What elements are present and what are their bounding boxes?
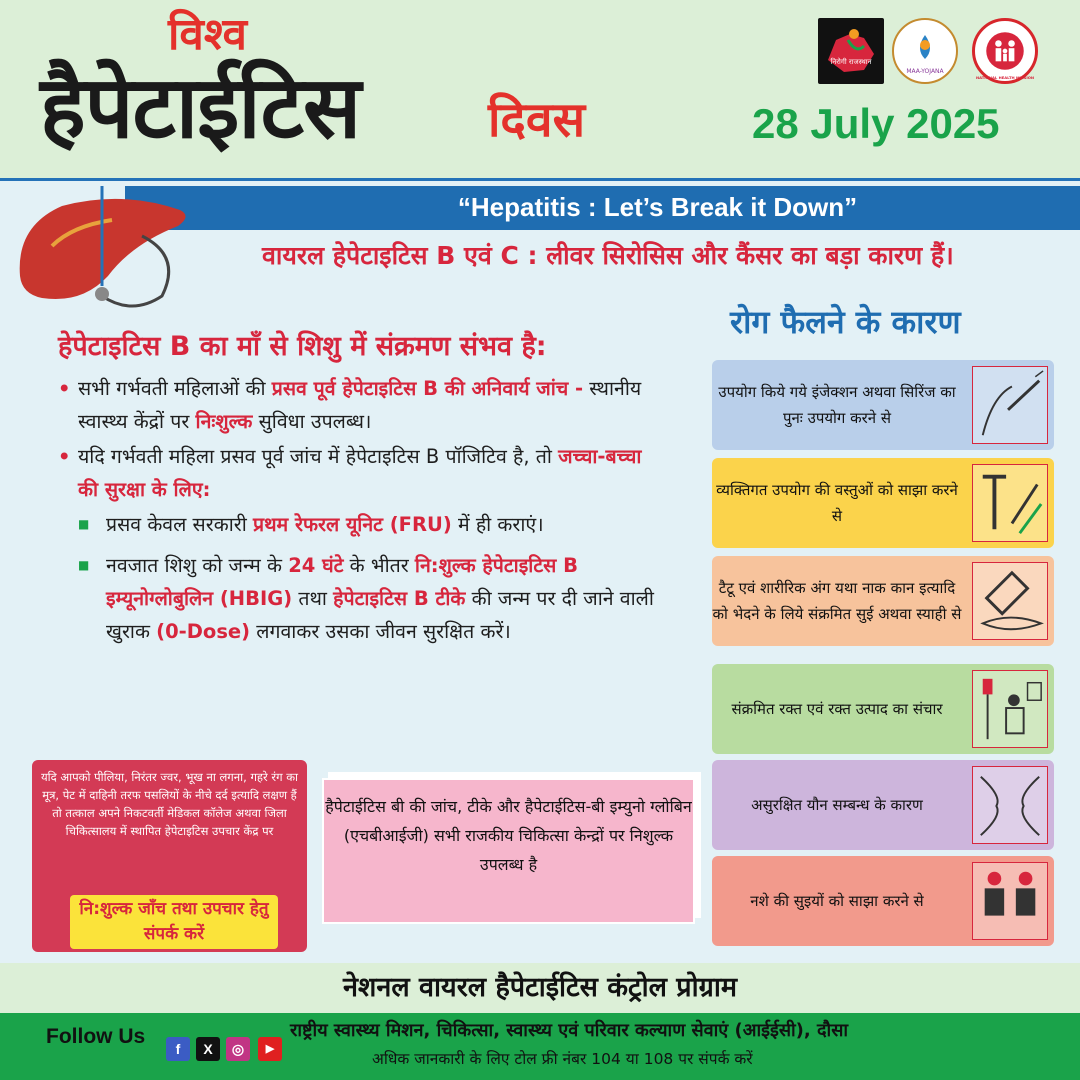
program-name: नेशनल वायरल हैपेटाईटिस कंट्रोल प्रोग्राम [0,963,1080,1013]
tattoo-machine-icon [972,562,1048,640]
two-faces-icon [972,766,1048,844]
national-health-mission-logo [972,18,1038,84]
cause-text: टैटू एवं शारीरिक अंग यथा नाक कान इत्यादि को भेदने के लिये संक्रमित सुई अथवा स्याही से [712,579,962,623]
razor-toothbrush-icon [972,464,1048,542]
symptom-alert-text: यदि आपको पीलिया, निरंतर ज्वर, भूख ना लगना, गहरे रंग का मूत्र, पेट में दाहिनी तरफ पसलियों के नीचे दर्द इत्यादि लक्षण हैं तो तत्काल अपने निकटवर्ती मेडिकल कॉलेज अथवा जिला चिकित्सालय में स्थापित हेपेटाइटिस उपचार केंद्र पर [40,770,299,838]
theme-banner [125,186,1080,230]
text-part: निःशुल्क [195,410,253,433]
mother-child-icon [895,21,955,81]
logo1-text: निरोगी राजस्थान [830,58,872,66]
mother-child-transmission-heading: हेपेटाइटिस B का माँ से शिशु में संक्रमण संभव है: [58,331,547,362]
liver-stethoscope-icon [12,186,194,316]
text-part: सभी गर्भवती महिलाओं की [78,377,272,400]
cause-text: नशे की सुइयों को साझा करने से [750,892,924,910]
cause-card [712,856,1054,946]
cause-card [712,556,1054,646]
text-part: सुविधा उपलब्ध। [252,410,372,433]
footer-helpline-line: अधिक जानकारी के लिए टोल फ्री नंबर 104 या 108 पर संपर्क करें [372,1050,753,1068]
page-title: हैपेटाईटिस [40,58,361,158]
instagram-icon[interactable]: ◎ [226,1037,250,1061]
syringe-icon [972,366,1048,444]
family-icon [975,19,1035,83]
transmission-bullets [56,372,656,648]
list-item [56,372,656,438]
free-services-info-box: हैपेटाईटिस बी की जांच, टीके और हैपेटाईटिस-बी इम्युनो ग्लोबिन (एचबीआईजी) सभी राजकीय चिकित्सा केन्द्रों पर निशुल्क उपलब्ध है [322,778,695,924]
blood-transfusion-icon [972,670,1048,748]
rajasthan-map-icon [820,20,882,82]
text-part: की जन्म पर दी जाने वाली खुराक [106,587,654,643]
text-part: तथा [292,587,334,610]
text-part: नवजात शिशु को जन्म के [106,554,289,577]
logo2-text: MAA-YOJANA [906,68,944,75]
youtube-icon[interactable]: ▶ [258,1037,282,1061]
text-part: के भीतर [343,554,415,577]
header [0,0,1080,178]
title-diwas: दिवस [488,92,586,148]
theme-text: “Hepatitis : Let’s Break it Down” [457,192,858,222]
event-date: 28 July 2025 [752,100,1000,147]
footer-department-line: राष्ट्रीय स्वास्थ्य मिशन, चिकित्सा, स्वास्थ्य एवं परिवार कल्याण सेवाएं (आईईसी), दौसा [290,1020,849,1041]
text-part: (0-Dose) [156,620,251,643]
cause-text: व्यक्तिगत उपयोग की वस्तुओं को साझा करने से [716,481,958,525]
cause-text: उपयोग किये गये इंजेक्शन अथवा सिरिंज का पुनः उपयोग करने से [718,383,956,427]
text-part: हेपेटाइटिस B टीके [333,587,466,610]
text-part: में ही कराएं। [451,513,544,536]
viral-hepatitis-subheading: वायरल हेपेटाइटिस B एवं C : लीवर सिरोसिस और कैंसर का बड़ा कारण हैं। [262,241,954,270]
text-part: प्रथम रेफरल यूनिट (FRU) [252,513,452,536]
text-part: 24 घंटे [288,554,344,577]
text-part: यदि गर्भवती महिला प्रसव पूर्व जांच में हेपेटाइटिस B पॉजिटिव है, तो [78,445,559,468]
sub-list-item [56,549,656,648]
text-part: नि:शुल्क हेपेटाइटिस B इम्यूनोग्लोबुलिन (HBIG) [106,554,578,610]
logo3-text: NATIONAL HEALTH MISSION [975,76,1035,81]
x-twitter-icon[interactable]: X [196,1037,220,1061]
text-part: प्रसव पूर्व हेपेटाइटिस B की अनिवार्य जांच - [271,377,584,400]
list-item [56,440,656,506]
sub-list-item [56,508,656,541]
facebook-icon[interactable]: f [166,1037,190,1061]
text-part: जच्चा-बच्चा की सुरक्षा के लिए: [78,445,642,501]
maa-yojana-logo [892,18,958,84]
cause-card [712,360,1054,450]
nirogi-rajasthan-logo [818,18,884,84]
text-part: स्थानीय स्वास्थ्य केंद्रों पर [78,377,642,433]
cause-card [712,458,1054,548]
cause-text: असुरक्षित यौन सम्बन्ध के कारण [751,796,923,814]
cause-card [712,760,1054,850]
cause-card [712,664,1054,754]
cause-text: संक्रमित रक्त एवं रक्त उत्पाद का संचार [731,700,943,718]
text-part: प्रसव केवल सरकारी [106,513,253,536]
title-vishwa: विश्व [168,9,248,60]
sharing-needles-icon [972,862,1048,940]
causes-heading: रोग फैलने के कारण [730,303,961,341]
follow-us-label: Follow Us [46,1025,146,1048]
free-test-contact-button[interactable]: नि:शुल्क जाँच तथा उपचार हेतु संपर्क करें [70,895,278,949]
text-part: लगवाकर उसका जीवन सुरक्षित करें। [250,620,511,643]
